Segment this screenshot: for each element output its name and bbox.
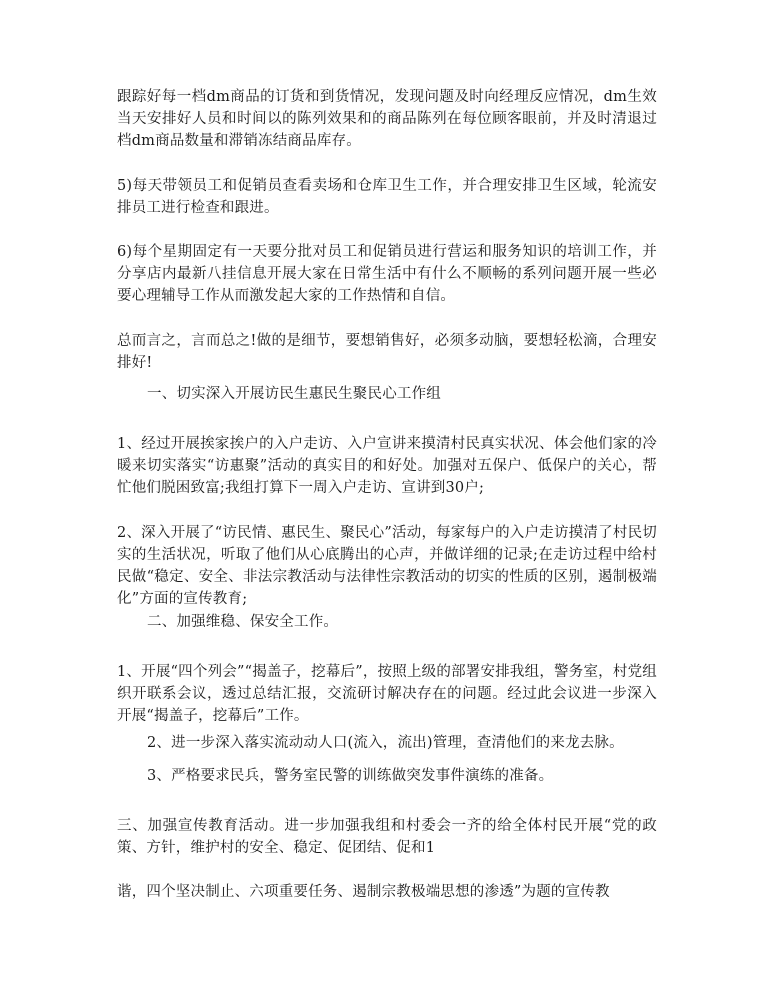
section-heading-1: 一、切实深入开展访民生惠民生聚民心工作组	[147, 386, 441, 402]
paragraph-hygiene-inspection: 5)每天带领员工和促销员查看卖场和仓库卫生工作，并合理安排卫生区域，轮流安排员工进行检查和跟进。	[117, 178, 657, 216]
paragraph-population-management: 2、进一步深入落实流动动人口(流入，流出)管理，查清他们的来龙去脉。	[147, 735, 624, 751]
paragraph-meetings: 1、开展“四个列会”“揭盖子，挖幕后”，按照上级的部署安排我组，警务室，村党组织开联系会议，透过总结汇报，交流研讨解决存在的问题。经过此会议进一步深入开展“揭盖子，挖幕后”工作。	[117, 664, 657, 724]
paragraph-propaganda-education: 三、加强宣传教育活动。进一步加强我组和村委会一齐的给全体村民开展“党的政策、方针，维护村的安全、稳定、促团结、促和1	[117, 818, 657, 856]
paragraph-continued: 谐，四个坚决制止、六项重要任务、遏制宗教极端思想的渗透”为题的宣传教	[117, 884, 610, 900]
paragraph-militia-training: 3、严格要求民兵，警务室民警的训练做突发事件演练的准备。	[147, 768, 554, 784]
paragraph-dm-tracking: 跟踪好每一档dm商品的订货和到货情况，发现问题及时向经理反应情况，dm生效当天安排好人员和时间以的陈列效果和的商品陈列在每位顾客眼前，并及时清退过档dm商品数量和滞销冻结商品库存。	[117, 89, 657, 149]
section-heading-2: 二、加强维稳、保安全工作。	[147, 614, 339, 630]
paragraph-summary: 总而言之，言而总之!做的是细节，要想销售好，必须多动脑，要想轻松滴，合理安排好!	[117, 333, 657, 371]
paragraph-weekly-training: 6)每个星期固定有一天要分批对员工和促销员进行营运和服务知识的培训工作，并分享店内最新八挂信息开展大家在日常生活中有什么不顺畅的系列问题开展一些必要心理辅导工作从而激发起大家的工作热情和自信。	[117, 244, 657, 304]
paragraph-household-visits: 1、经过开展挨家挨户的入户走访、入户宣讲来摸清村民真实状况、体会他们家的冷暖来切实落实“访惠聚”活动的真实目的和好处。加强对五保户、低保户的关心，帮忙他们脱困致富;我组打算下一周入户走访、宣讲到30户;	[117, 436, 657, 496]
paragraph-public-campaign: 2、深入开展了“访民情、惠民生、聚民心”活动，每家每户的入户走访摸清了村民切实的生活状况，听取了他们从心底腾出的心声，并做详细的记录;在走访过程中给村民做“稳定、安全、非法宗教活动与法律性宗教活动的切实的性质的区别，遏制极端化”方面的宣传教育;	[117, 525, 657, 607]
